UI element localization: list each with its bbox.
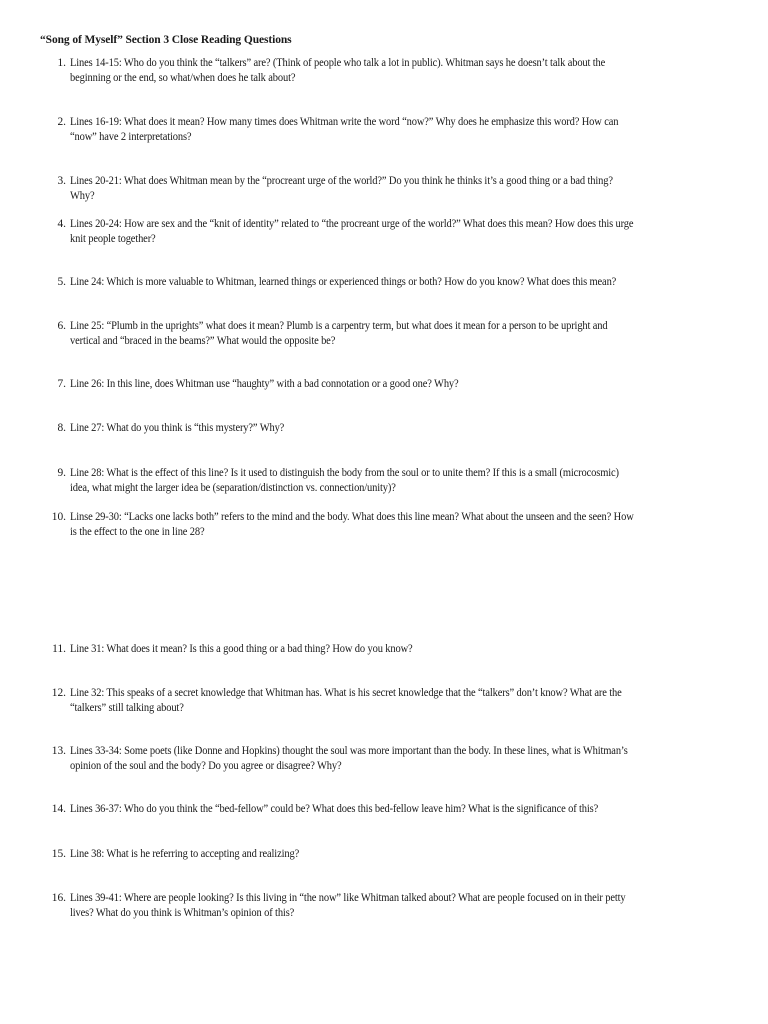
question-number: 2. bbox=[57, 116, 66, 128]
question-line: beginning or the end, so what/when does he talk about? bbox=[70, 72, 296, 84]
question-text bbox=[70, 56, 740, 86]
question-line: Lines 16-19: What does it mean? How many times does Whitman write the word “now?” Why does he emphasize this word? How can bbox=[70, 116, 619, 128]
question-number: 1. bbox=[57, 57, 66, 69]
question-text bbox=[70, 744, 740, 774]
question-number: 4. bbox=[57, 218, 66, 230]
question-line: idea, what might the larger idea be (separation/distinction vs. connection/unity)? bbox=[70, 482, 396, 494]
question-number: 11. bbox=[52, 643, 66, 655]
question-line: “now” have 2 interpretations? bbox=[70, 131, 192, 143]
question-text bbox=[70, 377, 740, 392]
question-line: Line 28: What is the effect of this line? Is it used to distinguish the body from the soul or to unite them? If this is a small (microcosmic) bbox=[70, 467, 619, 479]
question-line: Linse 29-30: “Lacks one lacks both” refers to the mind and the body. What does this line mean? What about the unseen and the seen? How bbox=[70, 511, 634, 523]
question-line: Lines 20-24: How are sex and the “knit of identity” related to “the procreant urge of the world?” What does this mean? How does this urge bbox=[70, 218, 634, 230]
question-text bbox=[70, 642, 740, 657]
question-line: Line 27: What do you think is “this mystery?” Why? bbox=[70, 422, 285, 434]
question-line: Line 26: In this line, does Whitman use “haughty” with a bad connotation or a good one? Why? bbox=[70, 378, 459, 390]
question-text bbox=[70, 510, 740, 540]
question-number: 15. bbox=[51, 848, 66, 860]
question-line: Lines 14-15: Who do you think the “talkers” are? (Think of people who talk a lot in public). Whitman says he doesn’t talk about the bbox=[70, 57, 606, 69]
question-line: vertical and “braced in the beams?” What would the opposite be? bbox=[70, 335, 336, 347]
question-line: Lines 20-21: What does Whitman mean by the “procreant urge of the world?” Do you think he thinks it’s a good thing or a bad thing? bbox=[70, 175, 613, 187]
question-line: “talkers” still talking about? bbox=[70, 702, 184, 714]
question-number: 7. bbox=[57, 378, 66, 390]
worksheet-title: “Song of Myself” Section 3 Close Reading Questions bbox=[40, 34, 292, 46]
question-text bbox=[70, 466, 740, 496]
question-text bbox=[70, 421, 740, 436]
question-line: opinion of the soul and the body? Do you agree or disagree? Why? bbox=[70, 760, 342, 772]
question-line: lives? What do you think is Whitman’s opinion of this? bbox=[70, 907, 295, 919]
question-number: 5. bbox=[57, 276, 66, 288]
question-number: 16. bbox=[51, 892, 66, 904]
question-number: 13. bbox=[51, 745, 66, 757]
question-text bbox=[70, 319, 740, 349]
question-line: Lines 36-37: Who do you think the “bed-fellow” could be? What does this bed-fellow leave him? What is the significance of this? bbox=[70, 803, 599, 815]
question-number: 8. bbox=[57, 422, 66, 434]
question-number: 9. bbox=[57, 467, 66, 479]
question-number: 3. bbox=[57, 175, 66, 187]
question-line: is the effect to the one in line 28? bbox=[70, 526, 205, 538]
question-text bbox=[70, 275, 740, 290]
question-number: 14. bbox=[51, 803, 66, 815]
question-text bbox=[70, 891, 740, 921]
question-line: Lines 33-34: Some poets (like Donne and Hopkins) thought the soul was more important than the body. In these lines, what is Whitman’s bbox=[70, 745, 628, 757]
question-number: 6. bbox=[57, 320, 66, 332]
question-text bbox=[70, 847, 740, 862]
question-number: 12. bbox=[51, 687, 66, 699]
question-line: knit people together? bbox=[70, 233, 156, 245]
question-text bbox=[70, 174, 740, 204]
question-line: Line 38: What is he referring to accepting and realizing? bbox=[70, 848, 300, 860]
question-text bbox=[70, 686, 740, 716]
question-line: Line 24: Which is more valuable to Whitman, learned things or experienced things or both? How do you know? What does this mean? bbox=[70, 276, 617, 288]
question-text bbox=[70, 115, 740, 145]
question-number: 10. bbox=[51, 511, 66, 523]
question-line: Why? bbox=[70, 190, 95, 202]
question-line: Line 31: What does it mean? Is this a good thing or a bad thing? How do you know? bbox=[70, 643, 413, 655]
question-line: Lines 39-41: Where are people looking? Is this living in “the now” like Whitman talked about? What are people focused on in their petty bbox=[70, 892, 626, 904]
question-text bbox=[70, 802, 740, 817]
question-line: Line 32: This speaks of a secret knowledge that Whitman has. What is his secret knowledge that the “talkers” don’t know? What are the bbox=[70, 687, 622, 699]
question-line: Line 25: “Plumb in the uprights” what does it mean? Plumb is a carpentry term, but what does it mean for a person to be upright and bbox=[70, 320, 608, 332]
question-text bbox=[70, 217, 740, 247]
